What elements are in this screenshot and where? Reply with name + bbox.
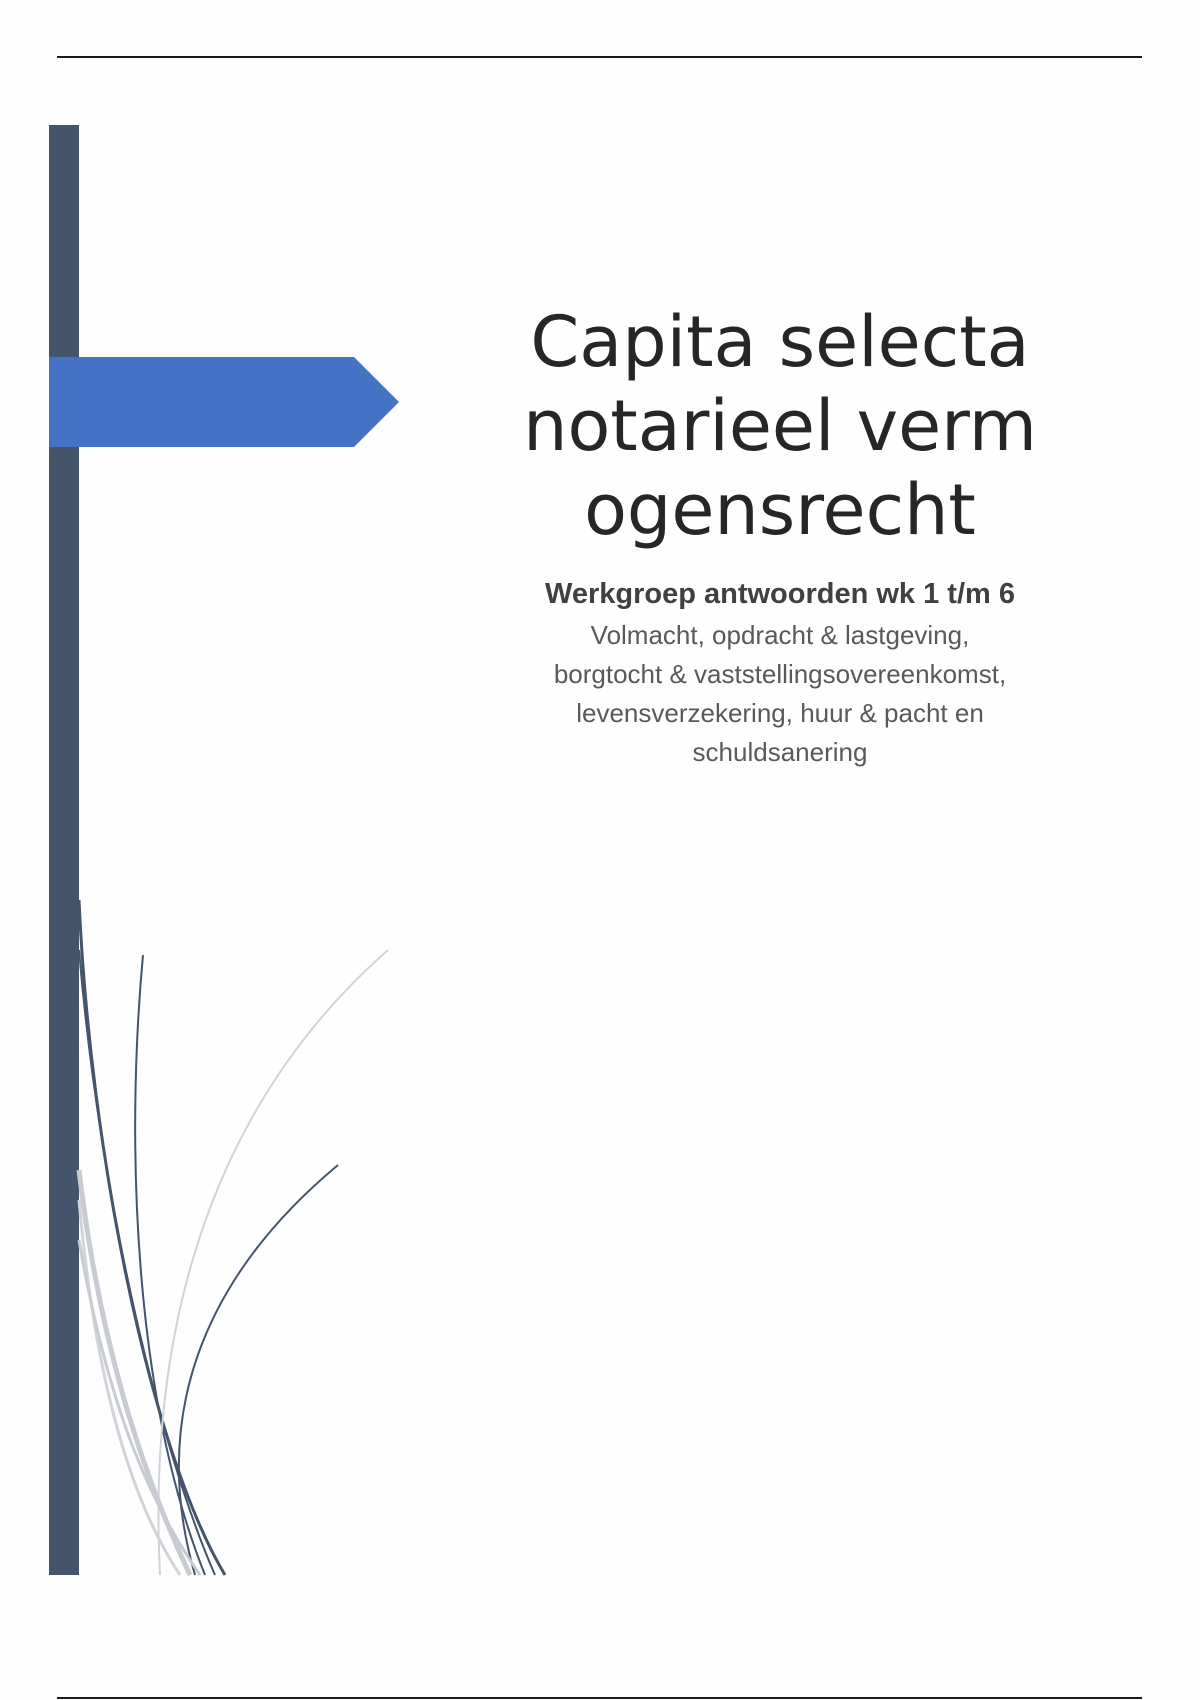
document-title: Capita selecta notarieel vermogensrecht: [523, 301, 1037, 551]
description-line: schuldsanering: [692, 737, 868, 767]
cover-title-block: [480, 300, 1080, 772]
description-line: Volmacht, opdracht & lastgeving,: [590, 620, 970, 650]
description-line: borgtocht & vaststellingsovereenkomst,: [553, 659, 1007, 689]
bottom-horizontal-rule: [57, 1697, 1142, 1699]
document-description: [480, 616, 1080, 772]
description-line: levensverzekering, huur & pacht en: [576, 698, 984, 728]
document-subtitle: Werkgroep antwoorden wk 1 t/m 6: [544, 578, 1015, 610]
